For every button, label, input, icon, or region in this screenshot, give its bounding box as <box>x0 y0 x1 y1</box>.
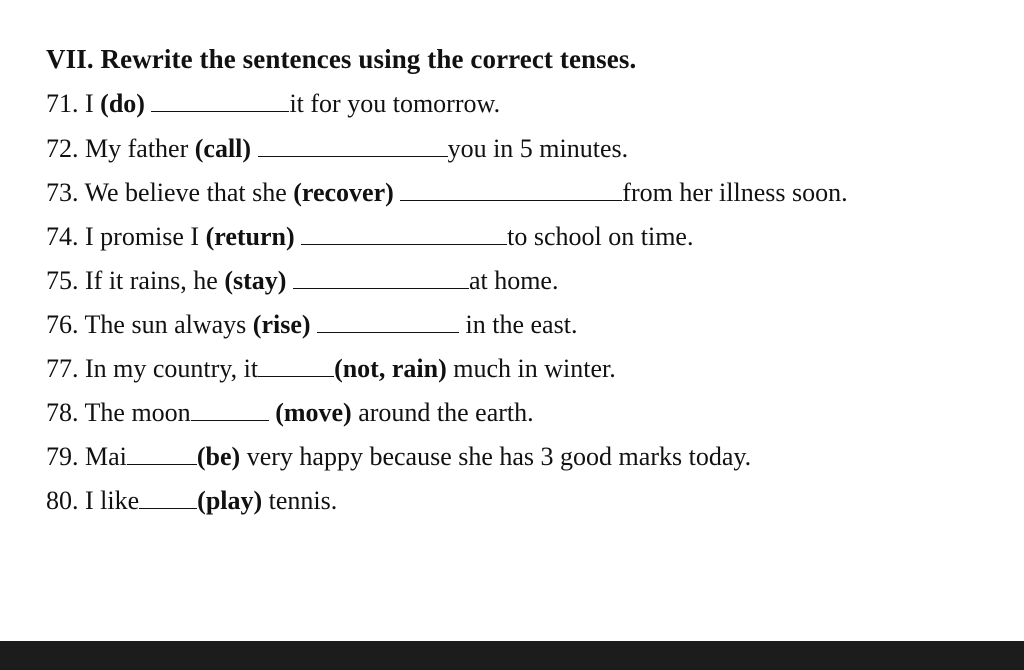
sentence-72 <box>46 133 628 165</box>
sentence-text: at home. <box>468 266 559 295</box>
verb-prompt: (return) <box>205 222 295 251</box>
sentence-text: in the east. <box>459 310 578 339</box>
verb-prompt: (call) <box>194 134 252 163</box>
item-number: 75. <box>46 266 79 295</box>
item-number: 78. <box>46 398 79 427</box>
answer-blank[interactable] <box>151 89 289 112</box>
answer-blank[interactable] <box>139 486 197 509</box>
answer-blank[interactable] <box>317 310 459 333</box>
sentence-78 <box>46 397 534 429</box>
sentence-text: I promise I <box>78 222 206 251</box>
answer-blank[interactable] <box>400 178 622 201</box>
verb-prompt: (recover) <box>293 178 394 207</box>
verb-prompt: (play) <box>197 486 263 515</box>
sentence-text: from her illness soon. <box>622 178 848 207</box>
answer-blank[interactable] <box>293 266 469 289</box>
answer-blank[interactable] <box>301 222 507 245</box>
sentence-73 <box>46 177 848 209</box>
item-number: 80. <box>46 486 79 515</box>
sentence-71 <box>46 88 500 120</box>
sentence-76 <box>46 309 577 341</box>
sentence-80 <box>46 485 337 517</box>
sentence-text: The sun always <box>78 310 253 339</box>
sentence-text: much in winter. <box>446 354 616 383</box>
sentence-text: In my country, it <box>78 354 259 383</box>
verb-prompt: (move) <box>275 398 352 427</box>
verb-prompt: (stay) <box>224 266 287 295</box>
verb-prompt: (not, rain) <box>334 354 447 383</box>
sentence-text: around the earth. <box>351 398 534 427</box>
sentence-text: tennis. <box>262 486 338 515</box>
answer-blank[interactable] <box>258 134 448 157</box>
verb-prompt: (do) <box>100 89 145 118</box>
sentence-74 <box>46 221 693 253</box>
verb-prompt: (rise) <box>252 310 311 339</box>
sentence-text: Mai <box>78 442 127 471</box>
answer-blank[interactable] <box>127 442 197 465</box>
sentence-text: to school on time. <box>507 222 694 251</box>
sentence-text: I <box>78 89 101 118</box>
item-number: 77. <box>46 354 79 383</box>
sentence-text: The moon <box>78 398 191 427</box>
item-number: 74. <box>46 222 79 251</box>
item-number: 71. <box>46 89 79 118</box>
item-number: 72. <box>46 134 79 163</box>
sentence-text: We believe that she <box>78 178 294 207</box>
sentence-text: very happy because she has 3 good marks today. <box>240 442 752 471</box>
verb-prompt: (be) <box>196 442 241 471</box>
sentence-79 <box>46 441 751 473</box>
sentence-77 <box>46 353 616 385</box>
sentence-text: you in 5 minutes. <box>447 134 629 163</box>
item-number: 79. <box>46 442 79 471</box>
answer-blank[interactable] <box>258 354 334 377</box>
sentence-75 <box>46 265 558 297</box>
bottom-bar <box>0 641 1024 670</box>
sentence-text: My father <box>78 134 195 163</box>
item-number: 73. <box>46 178 79 207</box>
sentence-text: I like <box>78 486 140 515</box>
answer-blank[interactable] <box>191 398 269 421</box>
item-number: 76. <box>46 310 79 339</box>
sentence-text: it for you tomorrow. <box>289 89 501 118</box>
exercise-heading: VII. Rewrite the sentences using the correct tenses. <box>46 44 637 74</box>
sentence-text: If it rains, he <box>78 266 225 295</box>
